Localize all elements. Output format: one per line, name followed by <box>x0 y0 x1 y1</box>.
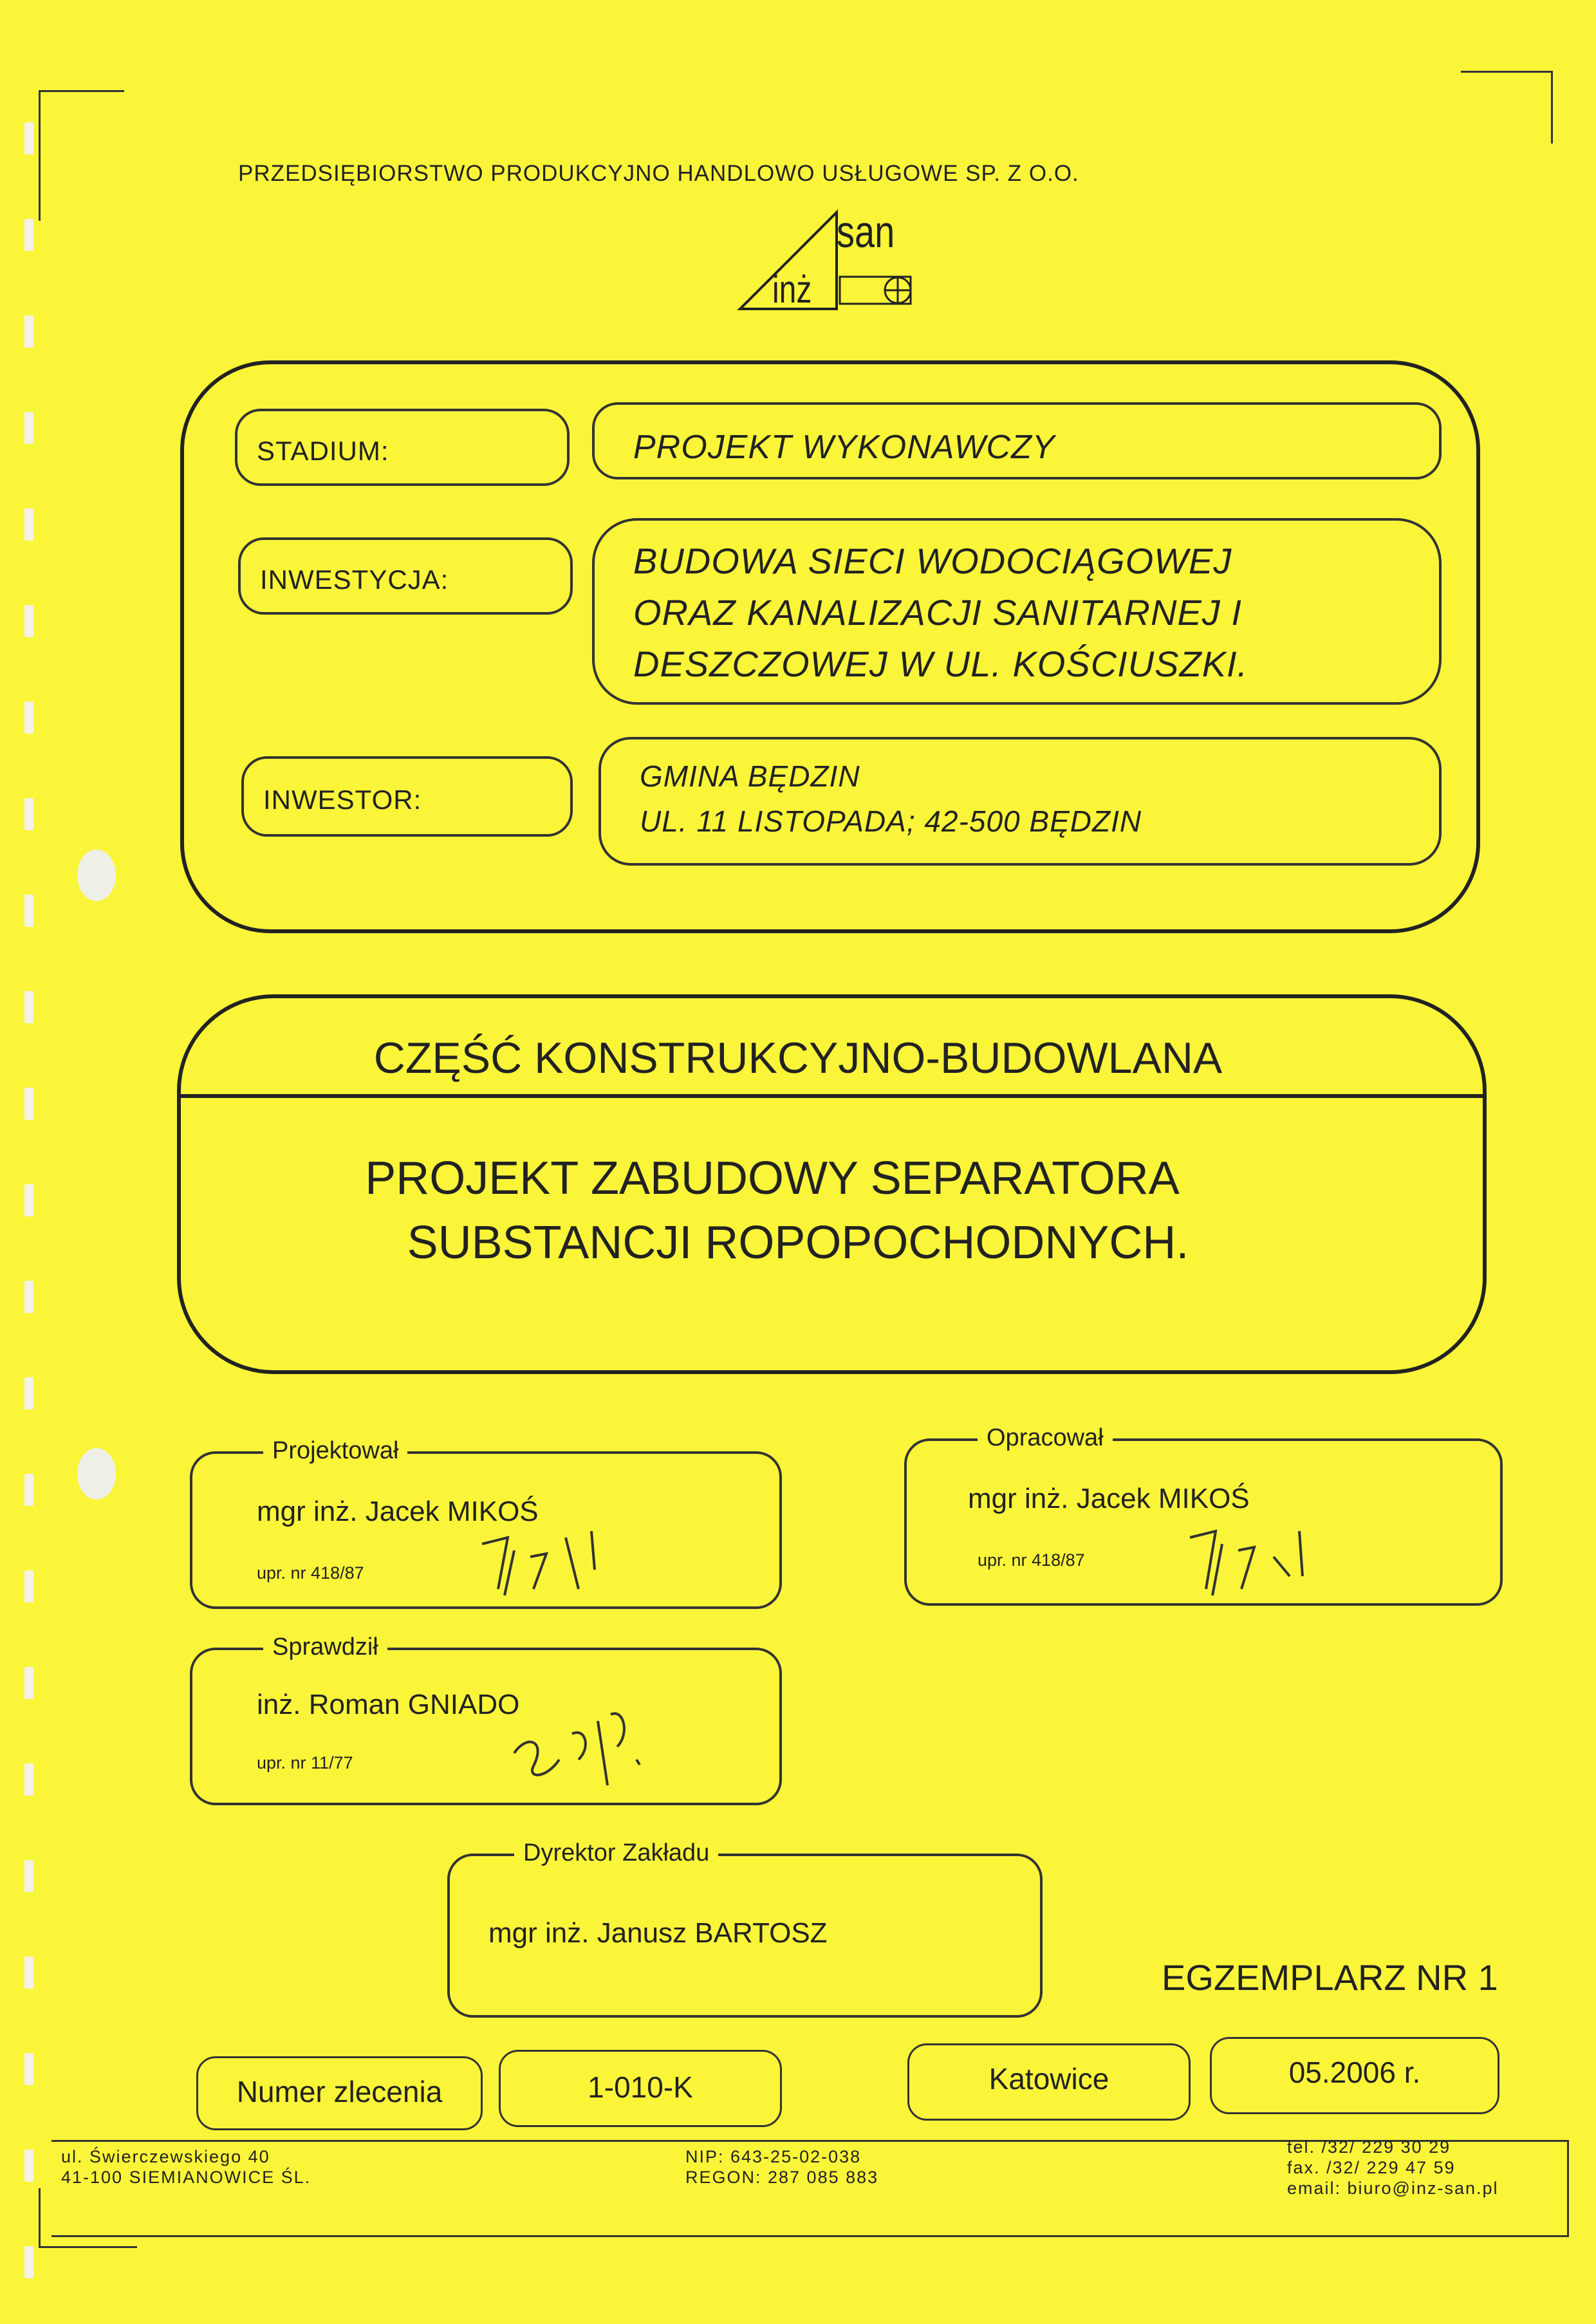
inwestycja-line-3: DESZCZOWEJ W UL. KOŚCIUSZKI. <box>633 644 1248 684</box>
footer-tel: tel. /32/ 229 30 29 <box>1287 2137 1451 2157</box>
sprawdzil-legend: Sprawdził <box>263 1633 387 1661</box>
opracowal-box <box>904 1424 1503 1606</box>
corner-mark-bottom-left <box>39 2188 137 2248</box>
company-name: PRZEDSIĘBIORSTWO PRODUKCYJNO HANDLOWO USŁUGOWE SP. Z O.O. <box>238 161 1079 186</box>
inwestor-value-box <box>598 737 1442 866</box>
order-number: 1-010-K <box>588 2070 693 2104</box>
inwestycja-line-1: BUDOWA SIECI WODOCIĄGOWEJ <box>633 541 1232 581</box>
signature-mark <box>1177 1518 1344 1602</box>
section-divider <box>179 1094 1485 1098</box>
inwestor-label-box <box>241 756 573 837</box>
opracowal-legend: Opracował <box>978 1424 1113 1452</box>
corner-mark-top-left <box>39 90 124 221</box>
order-label-box <box>196 2056 483 2130</box>
stadium-value: PROJEKT WYKONAWCZY <box>633 429 1055 466</box>
section-title-line-1: PROJEKT ZABUDOWY SEPARATORA <box>365 1153 1180 1204</box>
inwestycja-label: INWESTYCJA: <box>260 564 449 595</box>
logo-text-san: san <box>837 207 895 257</box>
logo-triangle-icon <box>734 206 927 315</box>
projektowal-box <box>190 1437 782 1609</box>
stadium-label-box <box>235 409 570 486</box>
footer-address-line-1: ul. Świerczewskiego 40 <box>61 2147 270 2166</box>
inwestor-label: INWESTOR: <box>263 785 422 815</box>
footer-address-line-2: 41-100 SIEMIANOWICE ŚL. <box>61 2168 311 2187</box>
order-date: 05.2006 r. <box>1288 2056 1421 2089</box>
footer-fax: fax. /32/ 229 47 59 <box>1287 2158 1456 2177</box>
projektowal-legend: Projektował <box>263 1437 407 1465</box>
footer-address <box>61 2146 311 2188</box>
order-city-box <box>907 2043 1191 2121</box>
order-date-box <box>1210 2037 1499 2114</box>
inwestycja-value-box <box>592 518 1442 705</box>
dyrektor-name: mgr inż. Janusz BARTOSZ <box>488 1917 828 1949</box>
inwestor-line-1: GMINA BĘDZIN <box>640 759 860 793</box>
inwestycja-label-box <box>238 537 573 615</box>
footer-ids <box>685 2146 878 2188</box>
footer-contact <box>1287 2137 1499 2199</box>
footer-regon: REGON: 287 085 883 <box>685 2168 879 2187</box>
projektowal-name: mgr inż. Jacek MIKOŚ <box>257 1496 539 1527</box>
inwestycja-line-2: ORAZ KANALIZACJI SANITARNEJ I <box>633 592 1242 633</box>
opracowal-upr: upr. nr 418/87 <box>978 1550 1085 1570</box>
logo-text-inz: inż <box>772 268 812 311</box>
section-title-line-2: SUBSTANCJI ROPOPOCHODNYCH. <box>407 1217 1189 1269</box>
order-city: Katowice <box>988 2062 1109 2096</box>
sprawdzil-name: inż. Roman GNIADO <box>257 1689 520 1720</box>
sprawdzil-box <box>190 1633 782 1805</box>
signature-mark <box>469 1525 636 1602</box>
punch-hole <box>77 1448 116 1500</box>
copy-number: EGZEMPLARZ NR 1 <box>1162 1957 1498 1998</box>
dyrektor-box <box>447 1839 1043 2018</box>
sprawdzil-upr: upr. nr 11/77 <box>257 1753 353 1772</box>
punch-hole <box>77 850 116 901</box>
footer-nip: NIP: 643-25-02-038 <box>685 2147 862 2166</box>
stadium-label: STADIUM: <box>257 436 389 466</box>
footer-email: email: biuro@inz-san.pl <box>1287 2179 1499 2198</box>
stadium-value-box <box>592 402 1442 479</box>
order-number-box <box>499 2050 782 2127</box>
company-logo <box>734 206 927 315</box>
opracowal-name: mgr inż. Jacek MIKOŚ <box>968 1483 1250 1514</box>
inwestor-line-2: UL. 11 LISTOPADA; 42-500 BĘDZIN <box>640 804 1142 838</box>
corner-mark-top-right <box>1461 71 1553 144</box>
signature-mark <box>501 1695 669 1798</box>
projektowal-upr: upr. nr 418/87 <box>257 1563 364 1583</box>
dyrektor-legend: Dyrektor Zakładu <box>514 1839 718 1867</box>
section-part: CZĘŚĆ KONSTRUKCYJNO-BUDOWLANA <box>373 1034 1223 1083</box>
order-label: Numer zlecenia <box>236 2075 443 2108</box>
